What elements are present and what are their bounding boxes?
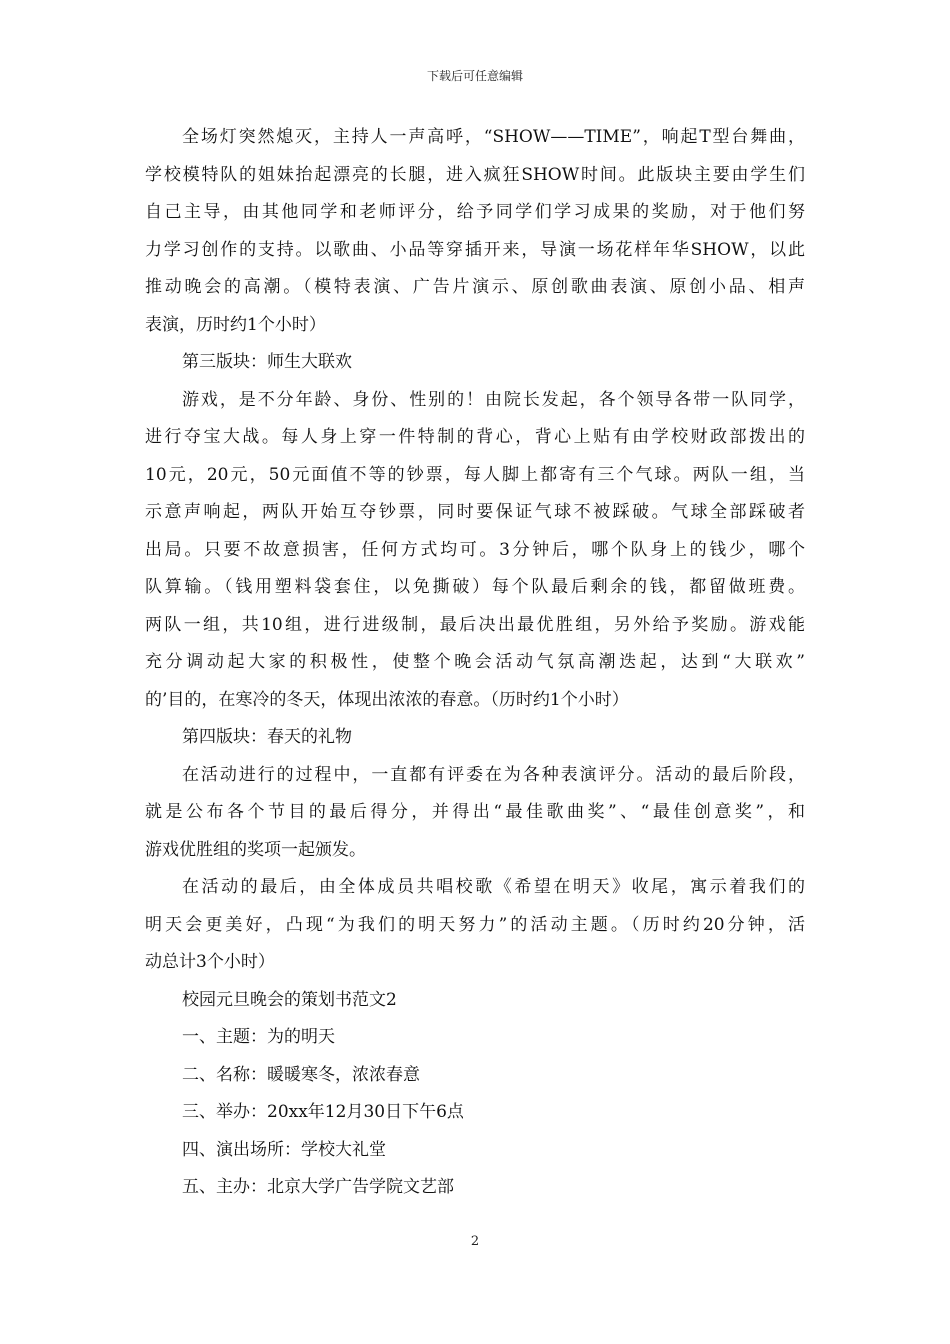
text-line: 出局。只要不故意损害，任何方式均可。3分钟后，哪个队身上的钱少，哪个 [145, 539, 805, 560]
text-line: 在活动的最后，由全体成员共唱校歌《希望在明天》收尾，寓示着我们的 [182, 877, 805, 897]
text-line: 队算输。（钱用塑料袋套住，以免撕破）每个队最后剩余的钱，都留做班费。 [145, 577, 805, 597]
text-line: 一、主题：为的明天 [182, 1027, 335, 1047]
text-line: 第四版块：春天的礼物 [182, 727, 352, 747]
text-line: 进行夺宝大战。每人身上穿一件特制的背心，背心上贴有由学校财政部拨出的 [145, 427, 805, 447]
text-line: 明天会更美好，凸现“为我们的明天努力”的活动主题。（历时约20分钟，活 [145, 914, 805, 935]
text-line: 自己主导，由其他同学和老师评分，给予同学们学习成果的奖励，对于他们努 [145, 202, 805, 222]
text-line: 动总计3个小时） [145, 952, 275, 972]
text-line: 四、演出场所：学校大礼堂 [182, 1139, 386, 1160]
document-body [145, 119, 805, 1207]
text-line: 三、举办：20xx年12月30日下午6点 [182, 1102, 464, 1122]
text-line: 在活动进行的过程中，一直都有评委在为各种表演评分。活动的最后阶段， [182, 764, 805, 785]
page-number: 2 [470, 1234, 480, 1249]
text-line: 就是公布各个节目的最后得分，并得出“最佳歌曲奖”、“最佳创意奖”，和 [145, 802, 805, 822]
text-line: 推动晚会的高潮。（模特表演、广告片演示、原创歌曲表演、原创小品、相声 [145, 277, 805, 297]
text-line: 10元，20元，50元面值不等的钞票，每人脚上都寄有三个气球。两队一组，当 [145, 464, 805, 485]
text-line: 充分调动起大家的积极性，使整个晚会活动气氛高潮迭起，达到“大联欢” [145, 652, 805, 672]
text-line: 第三版块：师生大联欢 [182, 352, 352, 372]
text-line: 全场灯突然熄灭，主持人一声高呼，“SHOW——TIME”，响起T型台舞曲， [182, 127, 805, 147]
text-line: 两队一组，共10组，进行进级制，最后决出最优胜组，另外给予奖励。游戏能 [145, 614, 805, 635]
text-line: 五、主办：北京大学广告学院文艺部 [182, 1177, 454, 1197]
text-line: 二、名称：暖暖寒冬，浓浓春意 [182, 1064, 420, 1085]
text-line: 学校模特队的姐妹抬起漂亮的长腿，进入疯狂SHOW时间。此版块主要由学生们 [145, 164, 805, 185]
text-line: 的’目的，在寒冷的冬天，体现出浓浓的春意。（历时约1个小时） [145, 689, 629, 710]
page-header-note: 下载后可任意编辑 [426, 69, 523, 83]
text-line: 校园元旦晚会的策划书范文2 [182, 989, 397, 1010]
text-line: 力学习创作的支持。以歌曲、小品等穿插开来，导演一场花样年华SHOW，以此 [145, 239, 805, 260]
text-line: 游戏，是不分年龄、身份、性别的！由院长发起，各个领导各带一队同学， [182, 389, 805, 410]
text-line: 游戏优胜组的奖项一起颁发。 [145, 839, 366, 860]
text-line: 表演，历时约1个小时） [145, 314, 326, 335]
text-line: 示意声响起，两队开始互夺钞票，同时要保证气球不被踩破。气球全部踩破者 [145, 502, 805, 522]
